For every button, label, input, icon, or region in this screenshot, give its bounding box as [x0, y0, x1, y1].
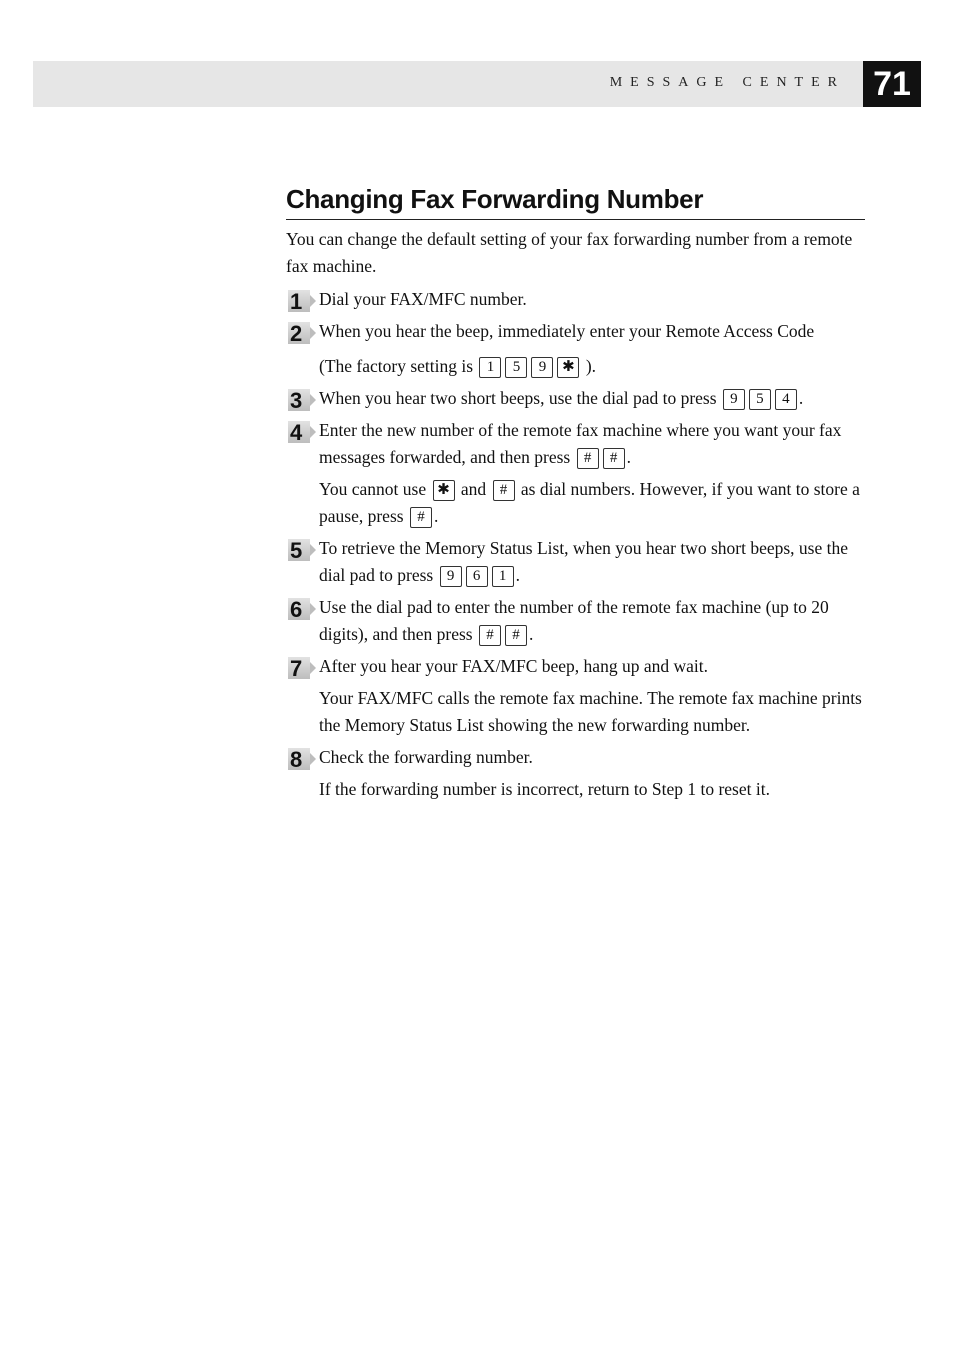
step-4 [286, 417, 865, 530]
content [286, 184, 865, 803]
step-text: Check the forwarding number. [319, 747, 533, 767]
step-note: If the forwarding number is incorrect, return to Step 1 to reset it. [319, 779, 770, 799]
step-text: Enter the new number of the remote fax machine where you want your fax messages forwarded, and then press [319, 420, 842, 467]
page-number: 71 [863, 61, 921, 107]
step-end-punct: . [528, 624, 534, 644]
step-sub-line [319, 353, 865, 380]
step-text: To retrieve the Memory Status List, when you hear two short beeps, use the dial pad to press [319, 538, 848, 585]
factory-setting-text: (The factory setting is [319, 356, 474, 376]
key-4: 4 [775, 389, 797, 410]
step-text: When you hear two short beeps, use the dial pad to press [319, 388, 717, 408]
key-1: 1 [479, 357, 501, 378]
section-label: MESSAGE CENTER [609, 75, 845, 90]
step-3 [286, 385, 865, 412]
key-hash: # [577, 448, 599, 469]
header-bar [33, 61, 863, 107]
key-9: 9 [723, 389, 745, 410]
step-2 [286, 318, 865, 380]
step-text: When you hear the beep, immediately enter your Remote Access Code [319, 321, 815, 341]
key-star: ✱ [433, 480, 455, 501]
step-number-badge: 8 [286, 744, 316, 771]
page-title: Changing Fax Forwarding Number [286, 184, 865, 220]
step-end-punct: . [515, 565, 520, 585]
step-note: Your FAX/MFC calls the remote fax machine. The remote fax machine prints the Memory Status List showing the new forwarding number. [319, 688, 862, 735]
intro-paragraph: You can change the default setting of your fax forwarding number from a remote fax machine. [286, 229, 853, 276]
step-text: Use the dial pad to enter the number of the remote fax machine (up to 20 digits), and then press [319, 597, 829, 644]
step-number-badge: 4 [286, 417, 316, 444]
step-list [286, 286, 865, 803]
key-hash: # [410, 507, 432, 528]
key-star: ✱ [557, 357, 579, 378]
factory-setting-end: ). [585, 356, 597, 376]
step-6 [286, 594, 865, 648]
step-text: After you hear your FAX/MFC beep, hang up and wait. [319, 656, 708, 676]
step-1 [286, 286, 865, 313]
key-hash: # [603, 448, 625, 469]
key-9: 9 [440, 566, 462, 587]
step-5 [286, 535, 865, 589]
step-end-punct: . [798, 388, 804, 408]
step-end-punct: . [626, 447, 631, 467]
key-1: 1 [492, 566, 514, 587]
key-hash: # [493, 480, 515, 501]
step-number-badge: 2 [286, 318, 316, 345]
key-hash: # [479, 625, 501, 646]
step-number-badge: 7 [286, 653, 316, 680]
step-text: Dial your FAX/MFC number. [319, 289, 527, 309]
step-number-badge: 6 [286, 594, 316, 621]
note-end-punct: . [433, 506, 439, 526]
key-5: 5 [749, 389, 771, 410]
note-text: and [460, 479, 487, 499]
key-6: 6 [466, 566, 488, 587]
step-number-badge: 3 [286, 385, 316, 412]
key-hash: # [505, 625, 527, 646]
note-text: as dial numbers. However, if you want to store a pause, press [319, 479, 860, 526]
step-8 [286, 744, 865, 803]
step-number-badge: 1 [286, 286, 316, 313]
step-number-badge: 5 [286, 535, 316, 562]
note-text: You cannot use [319, 479, 427, 499]
step-7 [286, 653, 865, 739]
key-9: 9 [531, 357, 553, 378]
step-note [319, 476, 865, 530]
key-5: 5 [505, 357, 527, 378]
